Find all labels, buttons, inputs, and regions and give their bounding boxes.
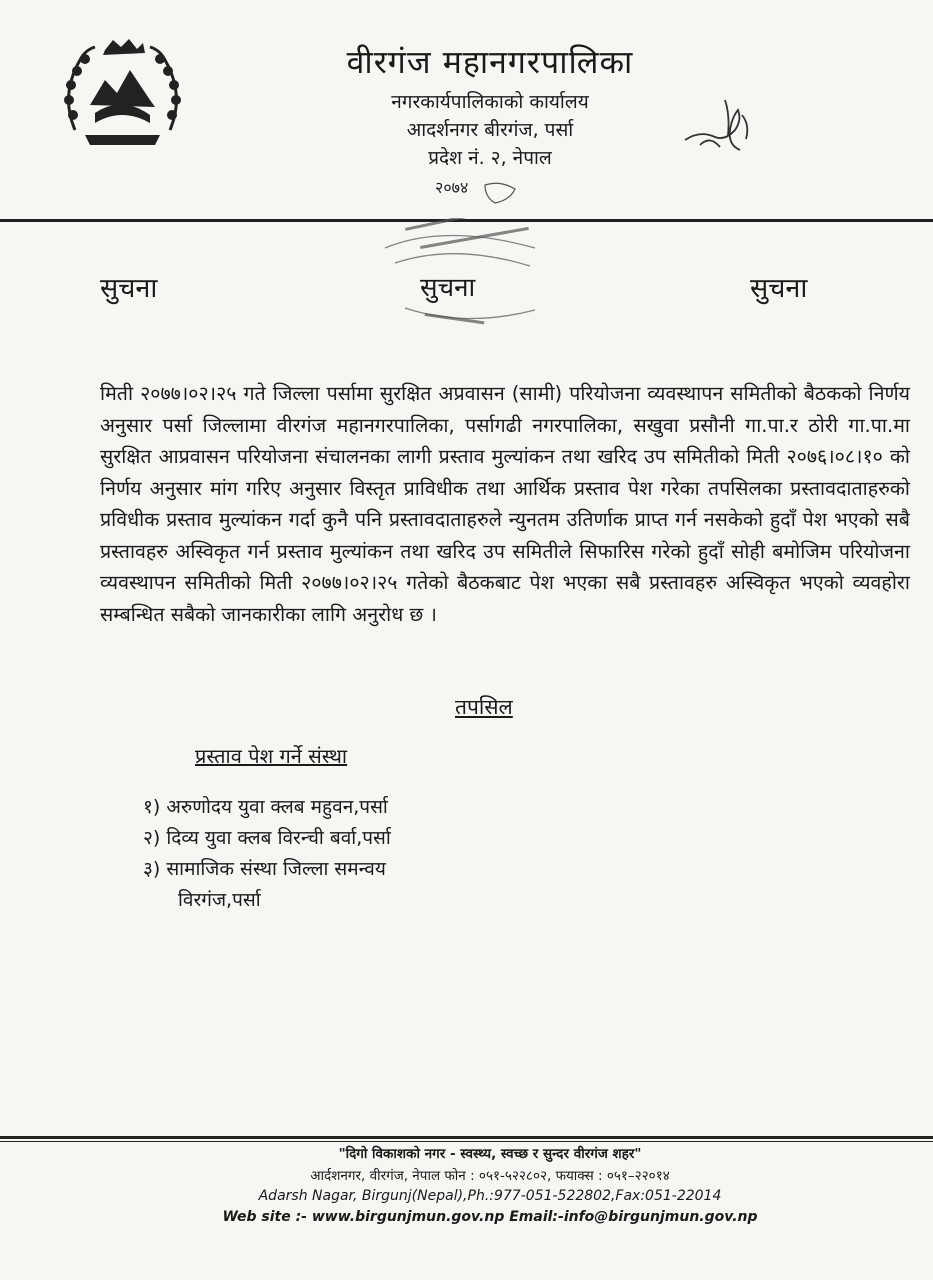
register-number: २०७४ xyxy=(435,178,469,197)
footer-address-nepali: आर्दशनगर, वीरगंज, नेपाल फोन : ०५१-५२२८०२, फयाक्स : ०५१–२२०१४ xyxy=(310,1168,670,1184)
office-address: आदर्शनगर बीरगंज, पर्सा xyxy=(406,119,574,141)
notice-body: मिती २०७७।०२।२५ गते जिल्ला पर्सामा सुरक्षित अप्रवासन (सामी) परियोजना व्यवस्थापन समितीको बैठकको निर्णय अनुसार पर्सा जिल्लामा वीरगंज महानगरपालिका, पर्सागढी नगरपालिका, सखुवा प्रसौनी गा.पा.र ठोरी गा.पा.मा सुरक्षित आप्रवासन परियोजना संचालनका लागी प्रस्ताव मुल्यांकन तथा खरिद उप समितीको मिती २०७६।०८।१० को निर्णय अनुसार मांग गरिए अनुसार विस्तृत प्राविधीक तथा आर्थिक प्रस्ताव पेश गरेका तपसिलका प्रस्तावदाताहरुको प्रविधीक प्रस्ताव मुल्यांकन गर्दा कुनै पनि प्रस्तावदाताहरुले न्युनतम उतिर्णाक प्राप्त गर्न नसकेको हुदाँ पेश भएको सबै प्रस्तावहरु अस्विकृत गर्न प्रस्ताव मुल्यांकन तथा खरिद उप समितीले सिफारिस गरेको हुदाँ सोही बमोजिम परियोजना व्यवस्थापन समितीको मिती २०७७।०२।२५ गतेको बैठकबाट पेश भएका सबै प्रस्तावहरु अस्विकृत भएको व्यवहोरा सम्बन्धित सबैको जानकारीका लागि अनुरोध छ । xyxy=(100,382,910,626)
list-item-continuation: विरगंज,पर्सा xyxy=(178,889,261,911)
office-name: नगरकार्यपालिकाको कार्यालय xyxy=(391,91,589,113)
notice-heading-right: सुचना xyxy=(750,273,808,304)
register-number-stamp xyxy=(430,175,525,210)
list-item: ३) सामाजिक संस्था जिल्ला समन्वय xyxy=(143,858,386,880)
footer-divider-thin xyxy=(0,1141,933,1142)
footer-address-english: Adarsh Nagar, Birgunj(Nepal),Ph.:977-051-522802,Fax:051-22014 xyxy=(258,1188,722,1204)
list-item: १) अरुणोदय युवा क्लब महुवन,पर्सा xyxy=(143,796,388,818)
footer-web-email: Web site :- www.birgunjmun.gov.np Email:-info@birgunjmun.gov.np xyxy=(222,1209,758,1225)
details-heading: तपसिल xyxy=(455,695,513,719)
notice-heading-center: सुचना xyxy=(420,273,476,303)
footer-slogan: "दिगो विकाशको नगर - स्वस्थ्य, स्वच्छ र सुन्दर वीरगंज शहर" xyxy=(338,1146,642,1162)
notice-heading-left: सुचना xyxy=(100,273,158,304)
province-line: प्रदेश नं. २, नेपाल xyxy=(428,147,552,169)
list-item: २) दिव्य युवा क्लब विरन्ची बर्वा,पर्सा xyxy=(143,827,391,849)
nepal-emblem-icon xyxy=(55,35,190,155)
signature-mark xyxy=(680,95,760,165)
footer-divider xyxy=(0,1136,933,1139)
organization-name: वीरगंज महानगरपालिका xyxy=(346,43,634,81)
proposer-list-heading: प्रस्ताव पेश गर्ने संस्था xyxy=(195,744,348,768)
